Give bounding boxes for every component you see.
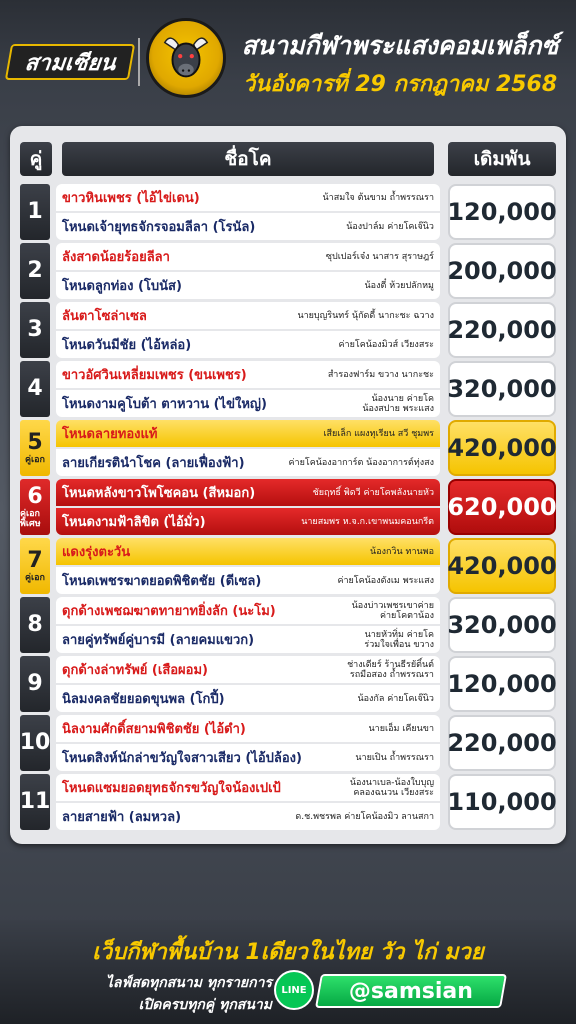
fighter-bottom-name: โหนดเพชรฆาตยอดพิชิตชัย (ดีเซล): [62, 574, 262, 589]
fighter-bottom-owner: นายเปิน ถ้ำพรรณรา: [355, 752, 434, 763]
pair-names: [56, 184, 440, 240]
fighter-bottom: [56, 567, 440, 594]
pair-number-badge: [20, 538, 50, 594]
pair-tag: คู่เอก: [25, 455, 45, 465]
fighter-bottom: [56, 213, 440, 240]
fighter-top-name: ดุกด้างเพชฌฆาตทายาทยิ่งลัก (นะโม): [62, 604, 276, 619]
fight-row: [20, 538, 556, 594]
fighter-bottom-owner: น้องกัล ค่ายโคเจ๊นิว: [357, 693, 434, 704]
fighter-bottom-name: โหนดงามฟ้าลิขิต (ไอ้มั่ว): [62, 515, 206, 530]
pair-number-badge: [20, 420, 50, 476]
pair-number: 8: [27, 612, 43, 637]
fighter-bottom-owner: ค่ายโคน้องอาการ์ต น้องอาการต์ทุ่งสง: [288, 457, 434, 468]
fighter-top: [56, 538, 440, 565]
fighter-bottom-owner: ด.ช.พชรพล ค่ายโคน้องมิว ลานสกา: [295, 811, 434, 822]
brand-logo: [5, 44, 135, 80]
pair-number: 5: [27, 430, 43, 455]
pair-tag: คู่เอกพิเศษ: [20, 509, 41, 529]
fighter-top: [56, 361, 440, 388]
bull-logo-icon: [146, 18, 226, 98]
pair-number-badge: [20, 243, 50, 299]
line-icon-text: LINE: [281, 984, 307, 996]
pair-number-badge: [20, 656, 50, 712]
fighter-bottom-owner: น้องตี๋ ห้วยปลักหมู: [364, 280, 434, 291]
fighter-bottom: [56, 626, 440, 653]
col-header-bet: เดิมพัน: [448, 142, 556, 176]
fighter-bottom: [56, 685, 440, 712]
fighter-bottom-name: โหนดลูกท่อง (โบนัส): [62, 279, 182, 294]
pair-names: [56, 656, 440, 712]
pair-number-badge: [20, 597, 50, 653]
fighter-bottom-owner: ค่ายโคน้องมิวส์ เวียงสระ: [338, 339, 434, 350]
pair-names: [56, 538, 440, 594]
pair-number: 4: [27, 376, 43, 401]
fighter-bottom-owner: นายสมพร ห.จ.ก.เขาพนมคอนกรีต: [301, 516, 434, 527]
fight-row: [20, 715, 556, 771]
fighter-top-owner: นายเอ็ม เคียนขา: [368, 723, 434, 734]
pair-number: 6: [27, 484, 43, 509]
pair-names: [56, 479, 440, 535]
fighter-bottom-name: นิลมงคลชัยยอดขุนพล (โกปี้): [62, 692, 225, 707]
fighter-top-owner: ซุปเปอร์เจ๋ง นาสาร สุราษฎร์: [325, 251, 434, 262]
fighter-top-owner: น้องกวิน ทานพอ: [370, 546, 434, 557]
fighter-top-name: ดุกด้างล่าทรัพย์ (เสือผอม): [62, 663, 208, 678]
fighter-top-owner: น้าสมใจ ต้นขาม ถ้ำพรรณรา: [322, 192, 434, 203]
fighter-bottom: [56, 272, 440, 299]
header-divider: [138, 38, 140, 86]
pair-names: [56, 361, 440, 417]
fighter-top-owner: สำรองฟาร์ม ขวาง นากะชะ: [327, 369, 434, 380]
fight-row: [20, 302, 556, 358]
pair-number-badge: [20, 774, 50, 830]
pair-number-badge: [20, 184, 50, 240]
fighter-top-name: ขาวอัศวินเหลี่ยมเพชร (ขนเพชร): [62, 368, 247, 383]
fighter-bottom-name: ลายเกียรตินำโชค (ลายเฟื่องฟ้า): [62, 456, 245, 471]
line-app-icon[interactable]: [274, 970, 314, 1010]
col-header-name: ชื่อโค: [62, 142, 434, 176]
fighter-bottom: [56, 744, 440, 771]
line-handle-button[interactable]: [315, 974, 507, 1008]
fighter-top-name: โหนดหลังขาวโพโซคอน (สีหมอก): [62, 486, 256, 501]
pair-number-badge: [20, 361, 50, 417]
col-header-pair: คู่: [20, 142, 52, 176]
fighter-bottom: [56, 508, 440, 535]
pair-number-badge: [20, 479, 50, 535]
pair-number: 11: [19, 789, 51, 814]
pair-names: [56, 420, 440, 476]
fighter-top-owner: ชัยฤทธิ์ พิดวี ค่ายโคพลังนายหัว: [312, 487, 434, 498]
fighter-top-owner: น้องนาเบล-น้องใบบุญ คลองฉนวน เวียงสระ: [349, 777, 434, 798]
bet-amount: 120,000: [448, 184, 556, 240]
fighter-top: [56, 774, 440, 801]
fighter-top: [56, 243, 440, 270]
fight-row: [20, 656, 556, 712]
pair-names: [56, 302, 440, 358]
fighter-bottom-name: ลายสายฟ้า (ลมหวล): [62, 810, 182, 825]
bet-amount: 110,000: [448, 774, 556, 830]
fight-row: [20, 243, 556, 299]
fight-row: [20, 361, 556, 417]
fighter-top-name: ลังสาดน้อยร้อยลีลา: [62, 250, 170, 265]
pair-names: [56, 597, 440, 653]
fighter-bottom: [56, 390, 440, 417]
pair-names: [56, 774, 440, 830]
fighter-top-name: ขาวหินเพชร (ไอ้ไข่เดน): [62, 191, 200, 206]
event-date: วันอังคารที่ 29 กรกฎาคม 2568: [242, 72, 558, 97]
pair-number-badge: [20, 302, 50, 358]
fighter-bottom-name: โหนดวันมีชัย (ไอ้หล่อ): [62, 338, 192, 353]
fighter-top: [56, 420, 440, 447]
brand-text: สามเซียน: [23, 50, 117, 76]
fighter-top: [56, 715, 440, 742]
fighter-bottom-name: โหนดสิงห์นักล่าขวัญใจสาวเสียว (ไอ้ปล้อง): [62, 751, 302, 766]
pair-names: [56, 715, 440, 771]
fighter-top-owner: นายบุญรินทร์ นุ้กัดดี้ นากะชะ ฉวาง: [297, 310, 434, 321]
fighter-bottom-name: ลายคู่ทรัพย์คู่บารมี (ลายคมแขวก): [62, 633, 255, 648]
stadium-title: สนามกีฬาพระแสงคอมเพล็กซ์: [241, 31, 559, 60]
line-handle-text: @samsian: [348, 978, 473, 1004]
fighter-bottom: [56, 449, 440, 476]
fight-row: [20, 420, 556, 476]
bet-amount: 420,000: [448, 420, 556, 476]
footer-slogan: เว็บกีฬาพื้นบ้าน 1เดียวในไทย วัว ไก่ มวย: [92, 940, 484, 965]
fighter-top-owner: น้องบ่าวเพชรเขาค่าย ค่ายโคตาน้อง: [351, 600, 434, 621]
fight-row: [20, 774, 556, 830]
fighter-top: [56, 184, 440, 211]
pair-tag: คู่เอก: [25, 573, 45, 583]
pair-number: 1: [27, 199, 43, 224]
pair-number: 7: [27, 548, 43, 573]
fighter-top: [56, 597, 440, 624]
fight-row: [20, 184, 556, 240]
fighter-bottom-name: โหนดงามคูโบต้า ตาหวาน (ไข่ใหญ่): [62, 397, 267, 412]
pair-number-badge: [20, 715, 50, 771]
fighter-bottom: [56, 331, 440, 358]
bet-amount: 200,000: [448, 243, 556, 299]
fighter-bottom-owner: นายหัวทิ่ม ค่ายโค ร่วมใจเพื่อน ขวาง: [364, 629, 434, 650]
bet-amount: 320,000: [448, 361, 556, 417]
fighter-top-name: โหนดลายทองแท้: [62, 427, 158, 442]
fighter-bottom-name: โหนดเจ้ายุทธจักรจอมลีลา (โรนัล): [62, 220, 256, 235]
fighter-top-name: นิลงามศักดิ์สยามพิชิตชัย (ไอ้ดำ): [62, 722, 246, 737]
bet-amount: 620,000: [448, 479, 556, 535]
fighter-bottom-owner: น้องนาย ค่ายโค น้องสปาย พระแสง: [362, 393, 434, 414]
pair-number: 2: [27, 258, 43, 283]
footer-live-line2: เปิดครบทุกคู่ ทุกสนาม: [138, 997, 272, 1013]
bet-amount: 220,000: [448, 302, 556, 358]
bet-amount: 320,000: [448, 597, 556, 653]
bet-amount: 220,000: [448, 715, 556, 771]
pair-number: 9: [27, 671, 43, 696]
fighter-top-owner: เสียเล็ก แผงทุเรียน สวี ชุมพร: [323, 428, 434, 439]
fighter-bottom-owner: น้องปาล์ม ค่ายโคเจ๊นิว: [346, 221, 434, 232]
bet-amount: 420,000: [448, 538, 556, 594]
fight-row: [20, 479, 556, 535]
fighter-top: [56, 479, 440, 506]
footer-live-line1: ไลฟ์สดทุกสนาม ทุกรายการ: [105, 975, 272, 991]
pair-number: 3: [27, 317, 43, 342]
fighter-top-name: ลันตาโซล่าเซล: [62, 309, 147, 324]
fighter-bottom: [56, 803, 440, 830]
fighter-top: [56, 656, 440, 683]
fighter-bottom-owner: ค่ายโคน้องดังเม พระแสง: [337, 575, 434, 586]
fighter-top-owner: ช่างเดียร์ ร้านธีรยัติ์นต์ รถมือสอง ถ้ำพรรณรา: [347, 659, 434, 680]
pair-number: 10: [19, 730, 51, 755]
fighter-top-name: แดงรุ่งตะวัน: [62, 545, 131, 560]
fighter-top: [56, 302, 440, 329]
pair-names: [56, 243, 440, 299]
header: [0, 0, 576, 115]
fight-row: [20, 597, 556, 653]
fighter-top-name: โหนดแซมยอดยุทธจักรขวัญใจน้องเปเป้: [62, 781, 281, 796]
bet-amount: 120,000: [448, 656, 556, 712]
